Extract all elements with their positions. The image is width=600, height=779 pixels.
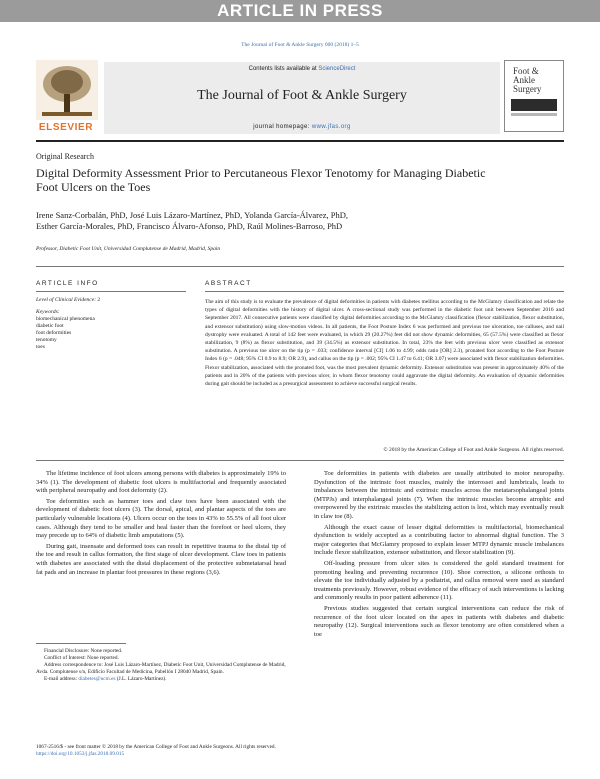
contents-available — [104, 66, 500, 72]
keyword-item: diabetic foot — [36, 323, 64, 329]
abstract-copyright: © 2018 by the American College of Foot and Ankle Surgeons. All rights reserved. — [383, 447, 564, 453]
body-paragraph: Although the exact cause of lesser digital deformities is multifactorial, biomechanical dysfunction is widely accepted as a contributing factor to abnormal digital function. The 3 major categories that McGlamry proposed to explain lesser MTPJ dynamic muscle imbalances include flexor stabilization, extensor substitution, and flexor stabilization (9). — [314, 523, 564, 557]
issn-line: 1067-2516/$ - see front matter © 2018 by the American College of Foot and Ankle Surgeons. All rights reserved. — [36, 744, 276, 750]
cover-band-thin — [511, 113, 557, 116]
body-right-column — [314, 470, 564, 641]
evidence-level-value: 2 — [97, 297, 101, 303]
article-info-panel — [36, 297, 186, 351]
sciencedirect-link[interactable]: ScienceDirect — [318, 66, 356, 72]
abstract-bottom-divider — [36, 460, 564, 461]
bottom-matter — [36, 744, 564, 758]
cover-band — [511, 99, 557, 111]
keyword-item: biomechanical phenomena — [36, 316, 95, 322]
homepage-prefix: journal homepage: — [253, 124, 312, 130]
body-left-column — [36, 470, 286, 579]
evidence-level-label: Level of Clinical Evidence: — [36, 297, 97, 303]
journal-cover-thumbnail — [504, 60, 564, 132]
footnote-rule — [36, 643, 126, 644]
article-in-press-banner: ARTICLE IN PRESS — [0, 0, 600, 22]
cover-title — [513, 67, 541, 94]
body-paragraph: Toe deformities such as hammer toes and claw toes have been associated with the development of diabetic foot ulcers (3). The dorsal, apical, and plantar aspects of the toes are particularly vulnerable locations (4). Ulcers occur on the toes in 43% to 55.5% of all foot ulcer cases. Although they tend to be smaller and heal faster than the forefoot or heel ulcers, they may precede up to 64% of diabetic limb amputations (5). — [36, 497, 286, 540]
cover-line-1: Foot & — [513, 66, 539, 76]
email-link[interactable]: diabetes@ucm.es — [78, 676, 116, 682]
abstract-heading: ABSTRACT — [205, 280, 252, 287]
info-divider — [36, 291, 186, 292]
abstract-text: The aim of this study is to evaluate the prevalence of digital deformities in patients with diabetes mellitus according to the McGlamry classification and relate the types of digital deformities with the history of digital ulcer. A cross-sectional study was performed in the diabetic foot unit between September 2016 and September 2017. All consecutive patients were classified by digital deformities according to the McGlamry classification (flexor stabilization, flexor substitution, and extensor substitution) using slow-motion videos. In all patients, the Foot Posture Index 6 was performed and previous toe ulceration, toe calluses, and nail dystrophy were evaluated. A total of 142 feet were evaluated, in which 29 (20.27%) feet did not show dynamic deformities, 65 (57.5%) were classified as flexor stabilization, 9 (8%) as flexor substitution, and 39 (34.5%) as extensor substitution. In total, 23% the feet with previous ulcer were classified as extensor substitution. A previous toe ulcer on the tip (p = .033; confidence interval [CI] 1.06 to 4.99; odds ratio [OR] 2.3), pronated foot according to the Foot Posture Index 6 (p = .048; 95% CI 0.9 to 8.9; OR 2.9), and callus on the tip (p = .002; 95% CI 1.47 to 6.41; OR 3.07) were associated with flexor stabilization deformities. Flexor stabilization, associated with the pronated foot, was the most prevalent dynamic deformity. Extensor substitution was present in approximately 40% of the patients and in 20% of the patients with previous ulcer, in whom flexor tenotomy could aggravate the digital deformity. An evaluation of dynamic deformities during gait should be included as a presurgical assessment to achieve successful surgical results. — [205, 299, 564, 388]
elsevier-wordmark: ELSEVIER — [38, 122, 94, 133]
body-paragraph: The lifetime incidence of foot ulcers among persons with diabetes is approximately 19% to 34% (1). The development of diabetic foot ulcers is multifactorial and frequently associated with peripheral neuropathy and foot deformity (2). — [36, 470, 286, 495]
author-list — [36, 210, 536, 232]
elsevier-tree-logo — [36, 60, 98, 130]
conflict-of-interest: Conflict of Interest: None reported. — [44, 655, 119, 661]
evidence-level — [36, 297, 186, 304]
author-affiliation: Professor, Diabetic Foot Unit, Universidad Complutense de Madrid, Madrid, Spain — [36, 246, 221, 252]
cover-line-3: Surgery — [513, 84, 542, 94]
footnotes — [36, 648, 286, 683]
abstract-divider — [205, 291, 564, 292]
cover-line-2: Ankle — [513, 75, 535, 85]
authors-line-2: Esther García-Morales, PhD, Francisco Álvaro-Afonso, PhD, Raúl Molines-Barroso, PhD — [36, 221, 343, 231]
header-divider — [36, 266, 564, 267]
keyword-item: toes — [36, 344, 45, 350]
journal-homepage — [104, 124, 500, 130]
contents-prefix: Contents lists available at — [248, 66, 319, 72]
body-paragraph: Previous studies suggested that certain surgical interventions can reduce the risk of recurrence of the foot ulcer located on the apex in patients with diabetes and diabetic neuropathy (12). Surgical interventions such as flexor tenotomy are often considered when a toe — [314, 604, 564, 638]
correspondence-address: Address correspondence to: José Luis Lázaro-Martínez, Diabetic Foot Unit, Universidad Complutense de Madrid, Avda. Complutense s/n, Edificio Facultad de Medicina, Pabellón I 28040 Madrid, Spain. — [36, 662, 286, 675]
body-paragraph: Off-loading pressure from ulcer sites is considered the gold standard treatment for promoting healing and preventing recurrence (10). Shoe correction, a silicone orthosis to elevate the toe individually adjusted by a podiatrist, and callus removal were used as standard treatments previously. However, robust evidence of the efficacy of such interventions is lacking and commonly results in poor patient adherence (11). — [314, 559, 564, 602]
journal-citation-link[interactable]: The Journal of Foot & Ankle Surgery 000 (2018) 1–5 — [241, 42, 359, 48]
keyword-item: tenotomy — [36, 337, 57, 343]
article-info-heading: ARTICLE INFO — [36, 280, 99, 287]
journal-title: The Journal of Foot & Ankle Surgery — [197, 88, 407, 103]
body-paragraph: Toe deformities in patients with diabetes are usually attributed to motor neuropathy. Dysfunction of the intrinsic foot muscles, mainly the interossei and lumbricals, leads to imbalances between the intrinsic and extrinsic muscles across the metatarsophalangeal joints (MTPJs) and interphalangeal joints (7). When the intrinsic muscles become atrophic and overpowered by the extrinsic muscles the stabilizing action is lost, which may eventually result in claw toe (8). — [314, 470, 564, 520]
keyword-item: foot deformities — [36, 330, 72, 336]
homepage-link[interactable]: www.jfas.org — [311, 124, 351, 130]
keywords-label: Keywords: — [36, 309, 60, 315]
financial-disclosure: Financial Disclosure: None reported. — [44, 648, 123, 654]
article-type: Original Research — [36, 152, 94, 161]
email-suffix: (J.L. Lázaro-Martínez). — [115, 676, 167, 682]
body-paragraph: During gait, insensate and deformed toes can result in repetitive trauma to the distal tip of the toe and result in callus formation, the first stage of ulcer development. Claw toes in patients with diabetes are associated with the distal displacement of the protective submetatarsal head fat pads and an increase in plantar foot pressures in these regions (3,6). — [36, 542, 286, 576]
masthead-divider — [36, 140, 564, 142]
doi-link[interactable]: https://doi.org/10.1053/j.jfas.2018.09.015 — [36, 751, 125, 757]
email-prefix: E-mail address: — [44, 676, 79, 682]
article-title: Digital Deformity Assessment Prior to Percutaneous Flexor Tenotomy for Managing Diabetic Foot Ulcers on the Toes — [36, 166, 486, 194]
authors-line-1: Irene Sanz-Corbalán, PhD, José Luis Lázaro-Martínez, PhD, Yolanda García-Álvarez, PhD, — [36, 210, 349, 220]
email-line — [36, 676, 286, 683]
